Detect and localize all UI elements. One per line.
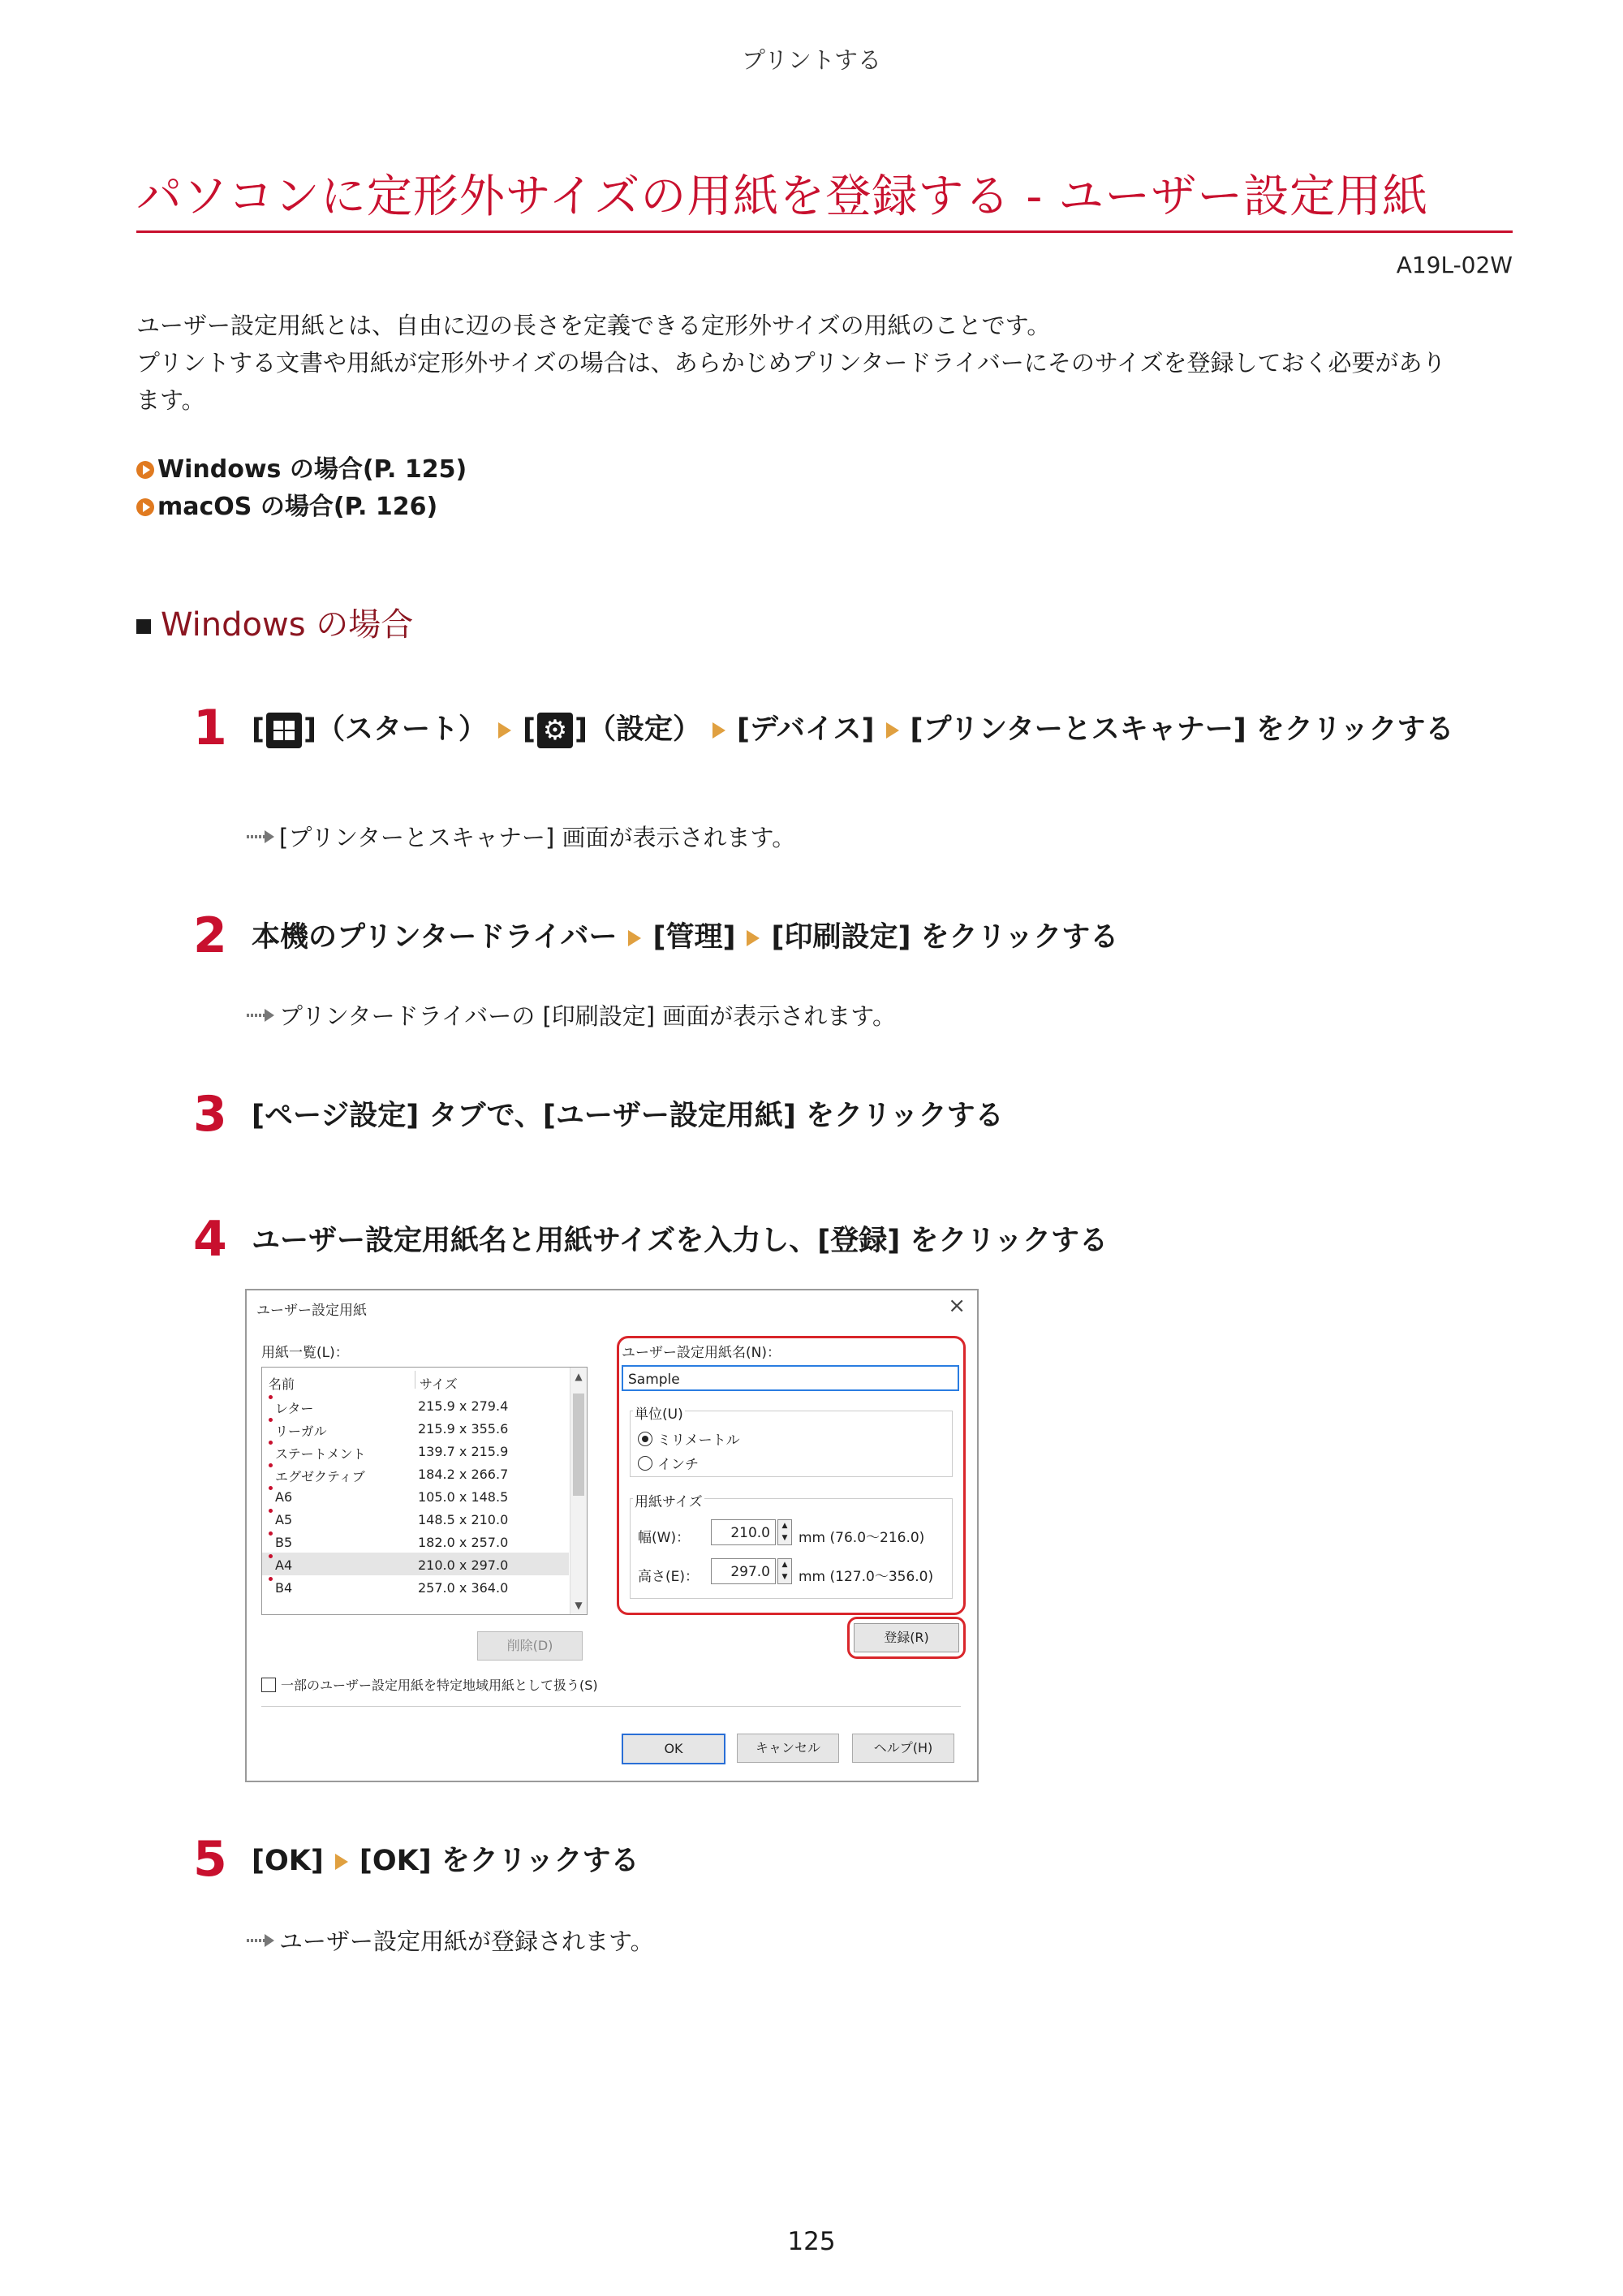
step-4-text: ユーザー設定用紙名と用紙サイズを入力し、[登録] をクリックする [252, 1225, 1108, 1257]
result-arrow-icon [247, 829, 276, 845]
section-heading [136, 599, 413, 645]
list-item-name: エグゼクティブ [275, 1469, 365, 1484]
square-bullet-icon [136, 619, 151, 634]
checkbox-box[interactable] [261, 1678, 276, 1692]
step-2-result-text: プリンタードライバーの [印刷設定] 画面が表示されます。 [279, 1002, 896, 1030]
paper-name-input[interactable]: Sample [622, 1365, 959, 1391]
step-2-result [247, 998, 896, 1032]
standard-paper-marker-icon [269, 1441, 273, 1445]
step-1-result [247, 820, 795, 853]
link-windows[interactable] [136, 451, 467, 489]
column-name[interactable]: 名前 [269, 1376, 295, 1392]
page-title: パソコンに定形外サイズの用紙を登録する - ユーザー設定用紙 [136, 170, 1429, 223]
list-item[interactable] [262, 1507, 569, 1530]
list-item-size: 184.2 x 266.7 [418, 1467, 509, 1482]
width-range: mm (76.0～216.0) [799, 1530, 925, 1546]
unit-label: 単位(U) [633, 1402, 685, 1423]
width-label: 幅(W)： [638, 1530, 691, 1546]
section-title: Windows の場合 [161, 606, 414, 644]
height-input[interactable]: 297.0 [711, 1558, 776, 1584]
page-number: 125 [787, 2227, 836, 2256]
list-item-name: レター [275, 1401, 314, 1416]
step-1-text [252, 704, 1518, 755]
result-arrow-icon [247, 1932, 276, 1949]
intro-line-1: ユーザー設定用紙とは、自由に辺の長さを定義できる定形外サイズの用紙のことです。 [136, 312, 1051, 339]
paper-list-label: 用紙一覧(L)： [261, 1345, 349, 1361]
dialog-title: ユーザー設定用紙 [256, 1303, 367, 1319]
cancel-button[interactable]: キャンセル [737, 1734, 839, 1763]
step-arrow-icon [335, 1854, 348, 1870]
step-5-result-text: ユーザー設定用紙が登録されます。 [279, 1928, 654, 1955]
step-1-settings: ]（設定） [575, 713, 701, 746]
paper-name-label: ユーザー設定用紙名(N)： [622, 1345, 781, 1361]
list-item-name: B4 [275, 1580, 293, 1596]
unit-inch-radio[interactable] [638, 1453, 699, 1473]
step-5-text [252, 1836, 1518, 1886]
unit-inch-label: インチ [657, 1457, 699, 1473]
step-5-ok: [OK] [252, 1845, 324, 1877]
intro-text [136, 307, 1513, 419]
link-macos-label: macOS の場合(P. 126) [157, 493, 438, 521]
step-1-result-text: [プリンターとスキャナー] 画面が表示されます。 [279, 824, 796, 851]
step-1-bracket-open: [ [252, 713, 265, 746]
intro-line-2: プリントする文書や用紙が定形外サイズの場合は、あらかじめプリンタードライバーにそのサイズを登録しておく必要があり [136, 349, 1446, 377]
running-header: プリントする [742, 46, 881, 74]
list-item[interactable] [262, 1394, 569, 1416]
standard-paper-marker-icon [269, 1554, 273, 1558]
standard-paper-marker-icon [269, 1395, 273, 1399]
column-size[interactable]: サイズ [420, 1376, 458, 1392]
windows-start-icon [266, 713, 302, 748]
size-label: 用紙サイズ [633, 1490, 704, 1510]
step-2-number: 2 [193, 907, 227, 964]
list-item-size: 105.0 x 148.5 [418, 1489, 509, 1505]
step-5-ok-click: [OK] をクリックする [359, 1845, 639, 1877]
result-arrow-icon [247, 1007, 276, 1023]
list-item[interactable] [262, 1416, 569, 1439]
paper-list-header [262, 1368, 569, 1392]
link-macos[interactable] [136, 489, 467, 526]
step-arrow-icon [498, 722, 511, 739]
standard-paper-marker-icon [269, 1486, 273, 1490]
section-links [136, 451, 467, 526]
dialog-divider [261, 1706, 961, 1707]
intro-line-3: ます。 [136, 386, 205, 414]
step-3-text: [ページ設定] タブで、[ユーザー設定用紙] をクリックする [252, 1100, 1004, 1132]
height-spinner[interactable]: ▲ ▼ [777, 1558, 792, 1584]
width-spinner[interactable]: ▲ ▼ [777, 1519, 792, 1545]
step-arrow-icon [747, 930, 760, 946]
standard-paper-marker-icon [269, 1577, 273, 1581]
scroll-thumb[interactable] [573, 1394, 584, 1496]
list-item-size: 215.9 x 279.4 [418, 1398, 509, 1414]
step-5-result [247, 1923, 654, 1957]
step-5-number: 5 [193, 1831, 227, 1888]
step-2-driver: 本機のプリンタードライバー [252, 921, 618, 954]
link-windows-label: Windows の場合(P. 125) [157, 455, 467, 484]
step-1-printers: [プリンターとスキャナー] をクリックする [910, 713, 1454, 746]
custom-paper-dialog [245, 1289, 979, 1782]
list-item-name: A4 [275, 1557, 293, 1573]
list-item[interactable] [262, 1484, 569, 1507]
settings-gear-icon [537, 713, 573, 748]
list-item[interactable] [262, 1553, 569, 1575]
standard-paper-marker-icon [269, 1463, 273, 1467]
standard-paper-marker-icon [269, 1509, 273, 1513]
list-scrollbar[interactable] [570, 1368, 587, 1614]
height-range: mm (127.0～356.0) [799, 1569, 934, 1585]
step-2-print-settings: [印刷設定] をクリックする [771, 921, 1119, 954]
paper-list[interactable] [261, 1367, 588, 1615]
step-arrow-icon [628, 930, 641, 946]
list-item-name: B5 [275, 1535, 293, 1550]
help-button[interactable]: ヘルプ(H) [852, 1734, 954, 1763]
list-item-name: リーガル [275, 1424, 327, 1439]
step-1-number: 1 [193, 700, 227, 756]
link-arrow-icon [136, 461, 154, 479]
step-1-devices: [デバイス] [737, 713, 875, 746]
list-item-name: A5 [275, 1512, 293, 1527]
step-arrow-icon [886, 722, 899, 739]
radio-unselected[interactable] [638, 1456, 652, 1471]
standard-paper-marker-icon [269, 1531, 273, 1536]
unit-mm-radio[interactable] [638, 1428, 740, 1449]
list-item-size: 148.5 x 210.0 [418, 1512, 509, 1527]
list-item-size: 257.0 x 364.0 [418, 1580, 509, 1596]
list-item-size: 215.9 x 355.6 [418, 1421, 509, 1437]
doc-id: A19L-02W [1396, 252, 1513, 278]
step-3-number: 3 [193, 1086, 227, 1143]
step-1-bracket-open-2: [ [523, 713, 536, 746]
list-item-size: 139.7 x 215.9 [418, 1444, 509, 1459]
scroll-down-icon[interactable]: ▼ [575, 1600, 583, 1611]
list-item-name: A6 [275, 1489, 293, 1505]
list-item-name: ステートメント [275, 1446, 366, 1462]
step-arrow-icon [712, 722, 725, 739]
standard-paper-marker-icon [269, 1418, 273, 1422]
ok-button[interactable]: OK [622, 1734, 725, 1764]
list-item[interactable] [262, 1530, 569, 1553]
step-2-manage: [管理] [652, 921, 736, 954]
step-2-text [252, 912, 1518, 963]
height-label: 高さ(E)： [638, 1569, 700, 1585]
highlight-ring-register [847, 1617, 966, 1659]
scroll-up-icon[interactable]: ▲ [575, 1371, 583, 1382]
delete-button[interactable]: 削除(D) [477, 1631, 583, 1661]
title-rule [136, 230, 1513, 233]
step-1-start: ]（スタート） [304, 713, 487, 746]
unit-mm-label: ミリメートル [657, 1432, 740, 1449]
width-input[interactable]: 210.0 [711, 1519, 776, 1545]
checkbox-label: 一部のユーザー設定用紙を特定地域用紙として扱う(S) [281, 1678, 598, 1693]
list-item[interactable] [262, 1575, 569, 1598]
list-item-size: 210.0 x 297.0 [418, 1557, 509, 1573]
step-4-number: 4 [193, 1211, 227, 1268]
list-item[interactable] [262, 1462, 569, 1484]
list-item[interactable] [262, 1439, 569, 1462]
link-arrow-icon [136, 498, 154, 516]
radio-selected[interactable] [638, 1432, 652, 1446]
list-item-size: 182.0 x 257.0 [418, 1535, 509, 1550]
region-paper-checkbox[interactable] [261, 1675, 598, 1694]
register-button[interactable]: 登録(R) [854, 1623, 959, 1652]
close-icon[interactable]: × [948, 1294, 966, 1318]
